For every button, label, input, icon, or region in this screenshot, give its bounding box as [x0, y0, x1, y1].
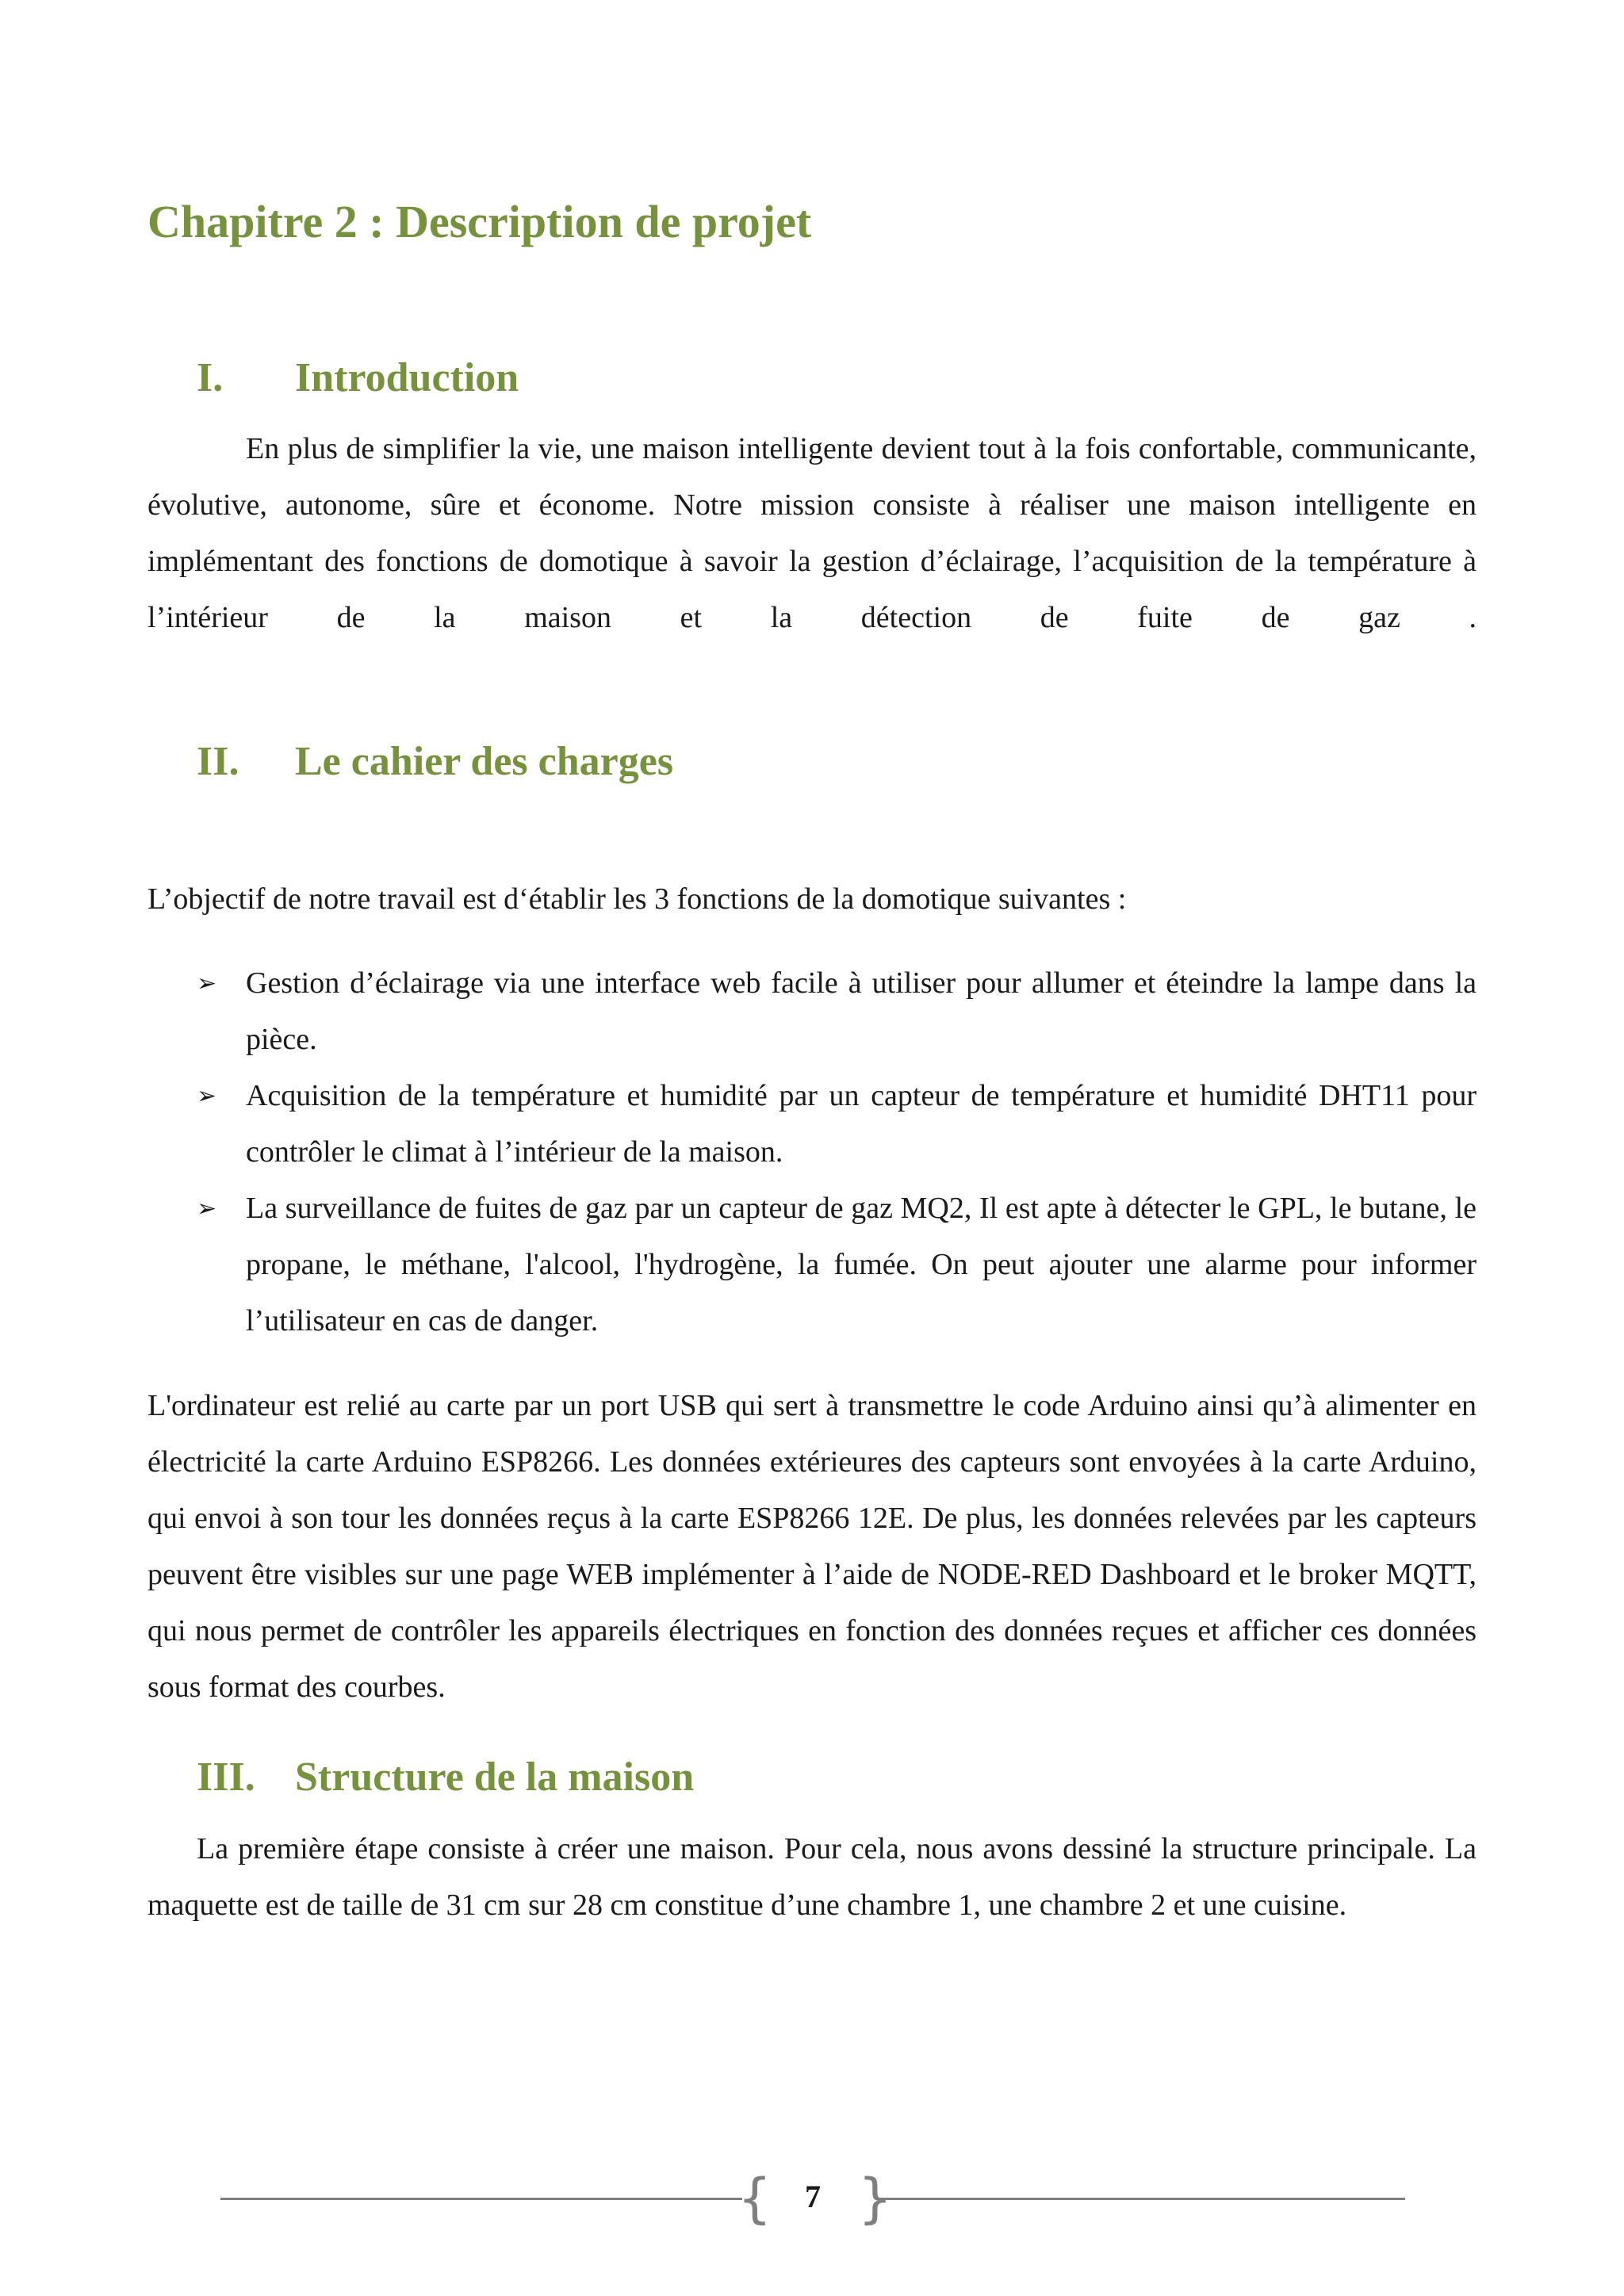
section-title: Structure de la maison	[295, 1755, 695, 1800]
left-brace-icon: {	[737, 2168, 772, 2230]
section-title: Le cahier des charges	[295, 739, 674, 784]
objective-paragraph: L’objectif de notre travail est d‘établir les 3 fonctions de la domotique suivantes :	[147, 882, 1127, 916]
section-number: I.	[197, 355, 224, 400]
chapter-title: Chapitre 2 : Description de projet	[147, 196, 812, 247]
section-heading-cahier-des-charges	[197, 739, 673, 784]
list-item-text: Acquisition de la température et humidité par un capteur de température et humidité DHT11 pour contrôler le climat à l’intérieur de la maison.	[246, 1079, 1477, 1169]
footer-rule-left	[220, 2198, 742, 2200]
list-item	[147, 1068, 1477, 1181]
section-title: Introduction	[295, 355, 519, 400]
right-brace-icon: }	[858, 2168, 893, 2230]
page-number: 7	[805, 2179, 821, 2214]
section-heading-structure	[197, 1755, 694, 1800]
arrow-bullet-icon: ➢	[197, 970, 217, 997]
list-item	[147, 1181, 1477, 1349]
introduction-paragraph: En plus de simplifier la vie, une maison intelligente devient tout à la fois confortable, communicante, évolutive, autonome, sûre et économe. Notre mission consiste à réaliser une maison intelligente en implémentant des fonctions de domotique à savoir la gestion d’éclairage, l’acquisition de la température à l’intérieur de la maison et la détection de fuite de gaz .	[147, 432, 1477, 634]
arrow-bullet-icon: ➢	[197, 1195, 217, 1223]
list-item-text: Gestion d’éclairage via une interface web facile à utiliser pour allumer et éteindre la lampe dans la pièce.	[246, 966, 1477, 1056]
section-number: II.	[197, 739, 239, 784]
function-list	[147, 955, 1477, 1349]
list-item	[147, 955, 1477, 1068]
section-heading-introduction	[197, 355, 519, 400]
structure-paragraph: La première étape consiste à créer une maison. Pour cela, nous avons dessiné la structure principale. La maquette est de taille de 31 cm sur 28 cm constitue d’une chambre 1, une chambre 2 et une cuisine.	[147, 1832, 1477, 1922]
list-item-text: La surveillance de fuites de gaz par un capteur de gaz MQ2, Il est apte à détecter le GPL, le butane, le propane, le méthane, l'alcool, l'hydrogène, la fumée. On peut ajouter une alarme pour informer l’utilisateur en cas de danger.	[246, 1192, 1477, 1337]
section-number: III.	[197, 1755, 255, 1800]
hardware-paragraph: L'ordinateur est relié au carte par un port USB qui sert à transmettre le code Arduino ainsi qu’à alimenter en électricité la carte Arduino ESP8266. Les données extérieures des capteurs sont envoyées à la carte Arduino, qui envoi à son tour les données reçus à la carte ESP8266 12E. De plus, les données relevées par les capteurs peuvent être visibles sur une page WEB implémenter à l’aide de NODE-RED Dashboard et le broker MQTT, qui nous permet de contrôler les appareils électriques en fonction des données reçues et afficher ces données sous format des courbes.	[147, 1389, 1477, 1704]
arrow-bullet-icon: ➢	[197, 1082, 217, 1110]
footer-rule-right	[875, 2198, 1405, 2200]
